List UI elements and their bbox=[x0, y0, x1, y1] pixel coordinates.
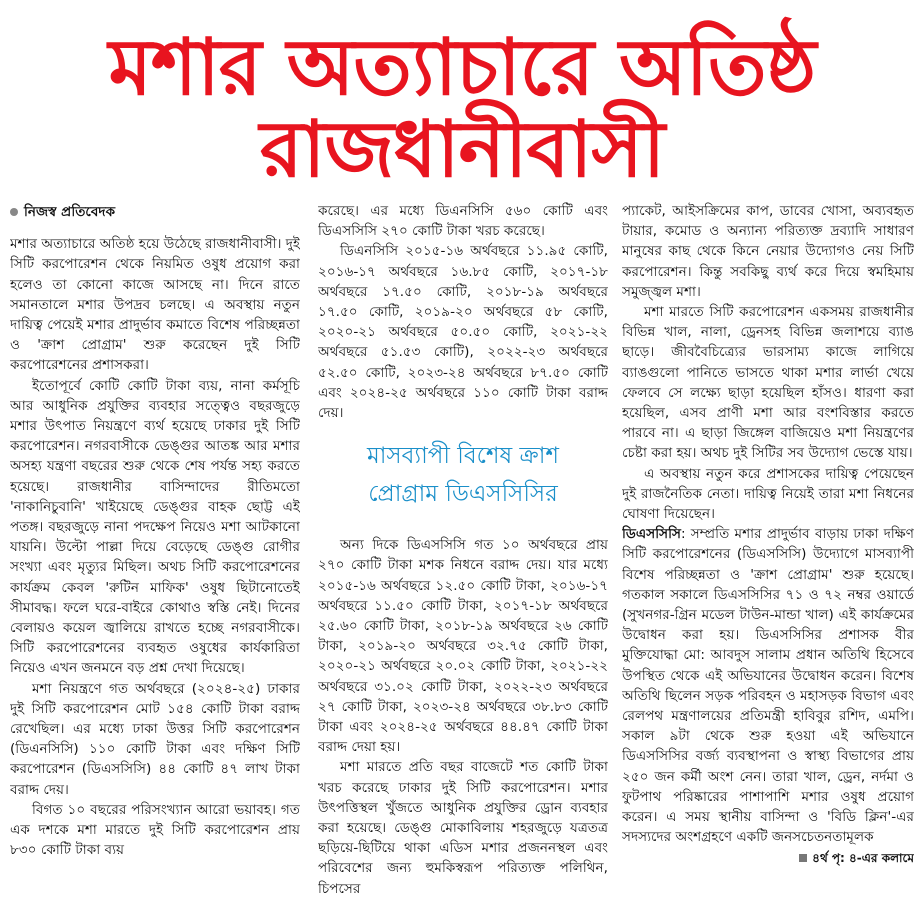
section-lead: ডিএসসিসি bbox=[622, 526, 681, 543]
paragraph: করেছে। এর মধ্যে ডিএনসিসি ৫৬০ কোটি এবং ডিএসসিসি ২৭০ কোটি টাকা খরচ করেছে। bbox=[318, 203, 608, 240]
continued-text: ৪র্থ পৃ: ৪-এর কলামে bbox=[812, 850, 914, 865]
continued-note bbox=[622, 848, 914, 868]
paragraph: বিগত ১০ বছরের পরিসংখ্যান আরো ভয়াবহ। গত এক দশকে মশা মারতে দুই সিটি করপোরেশন প্রায় ৮৩০ কোটি টাকা ব্যয় bbox=[10, 801, 300, 859]
headline-line-2: রাজধানীবাসী bbox=[259, 105, 665, 195]
square-bullet-icon bbox=[799, 854, 807, 862]
paragraph: ইতোপূর্বে কোটি কোটি টাকা ব্যয়, নানা কর্মসূচি আর আধুনিক প্রযুক্তির ব্যবহার সত্ত্বেও বছরজুড়ে মশার উৎপাত নিয়ন্ত্রণে ব্যর্থ হয়েছে ঢাকার দুই সিটি করপোরেশন। নগরবাসীকে ডেঙ্গুর আতঙ্ক আর মশার অসহ্য যন্ত্রণা বছরের শুরু থেকে শেষ পর্যন্ত সহ্য করতে হয়েছে। রাজধানীর বাসিন্দাদের রীতিমতো 'নাকানিচুবানি' খাইয়েছে ডেঙ্গুর বাহক ছোট্ট এই পতঙ্গ। বছরজুড়ে নানা পদক্ষেপ নিয়েও মশা আটকানো যায়নি। উল্টো পাল্লা দিয়ে বেড়েছে ডেঙ্গু রোগীর সংখ্যা এবং মৃত্যুর মিছিল। অথচ সিটি করপোরেশনের কার্যক্রম কেবল 'রুটিন মাফিক' ওষুধ ছিটানোতেই সীমাবদ্ধ। ফলে ঘরে-বাইরে কোথাও স্বস্তি নেই। দিনের বেলায়ও কয়েল জ্বালিয়ে রাখতে হচ্ছে নগরবাসীকে। সিটি করপোরেশনের ব্যবহৃত ওষুধের কার্যকারিতা নিয়েও এখন জনমনে বড় প্রশ্ন দেখা দিয়েছে। bbox=[10, 377, 300, 677]
article-column-3 bbox=[622, 201, 914, 905]
paragraph: মশা নিয়ন্ত্রণে গত অর্থবছরে (২০২৪-২৫) ঢাকার দুই সিটি করপোরেশন মোট ১৫৪ কোটি টাকা বরাদ্দ রেখেছিল। এর মধ্যে ঢাকা উত্তর সিটি করপোরেশন (ডিএনসিসি) ১১০ কোটি টাকা এবং দক্ষিণ সিটি করপোরেশন (ডিএসসিসি) ৪৪ কোটি ৪৭ লাখ টাকা বরাদ্দ দেয়। bbox=[10, 680, 300, 798]
subheading bbox=[318, 437, 608, 513]
paragraph: এ অবস্থায় নতুন করে প্রশাসকের দায়িত্ব পেয়েছেন দুই রাজনৈতিক নেতা। দায়িত্ব নিয়েই তারা মশা নিধনের ঘোষণা দিয়েছেন। bbox=[622, 465, 914, 523]
subheading-line-2: প্রোগ্রাম ডিএসসিসির bbox=[368, 481, 558, 508]
subheading-line-1: মাসব্যাপী বিশেষ ক্রাশ bbox=[366, 443, 559, 470]
paragraph: মশা মারতে প্রতি বছর বাজেটে শত কোটি টাকা খরচ করেছে ঢাকার দুই সিটি করপোরেশন। মশার উৎপত্তিস্থল খুঁজতে আধুনিক প্রযুক্তির ড্রোন ব্যবহার করা হয়েছে। ডেঙ্গু মোকাবিলায় শহরজুড়ে যত্রতত্র ছড়িয়ে-ছিটিয়ে থাকা এডিস মশার প্রজননস্থল এবং পরিবেশের জন্য হুমকিস্বরূপ পরিত্যক্ত পলিথিন, চিপসের bbox=[318, 759, 608, 897]
paragraph: মশা মারতে সিটি করপোরেশন একসময় রাজধানীর বিভিন্ন খাল, নালা, ড্রেনসহ বিভিন্ন জলাশয়ে ব্যাঙ ছাড়ে। জীববৈচিত্র্যের ভারসাম্য কাজে লাগিয়ে ব্যাঙগুলো পানিতে ভাসতে থাকা মশার লার্ভা খেয়ে ফেলবে সে লক্ষ্যে ছাড়া হয়েছিল হাঁসও। ধারণা করা হয়েছিল, এসব প্রাণী মশা আর বংশবিস্তার করতে পারবে না। এ ছাড়া জিঙ্গেল বাজিয়েও মশা নিয়ন্ত্রণের চেষ্টা করা হয়। অথচ দুই সিটির সব উদ্যোগ ভেস্তে যায়। bbox=[622, 304, 914, 462]
article-column-1 bbox=[10, 198, 300, 902]
paragraph-text: : সম্প্রতি মশার প্রাদুর্ভাব বাড়ায় ঢাকা দক্ষিণ সিটি করপোরেশনের (ডিএসসিসি) উদ্যোগে মাসব্যাপী বিশেষ পরিচ্ছন্নতা ও 'ক্রাশ প্রোগ্রাম' শুরু হয়েছে। গতকাল সকালে ডিএসসিসির ৭১ ও ৭২ নম্বর ওয়ার্ডে (সুখনগর-গ্রিন মডেল টাউন-মান্ডা খাল) এই কার্যক্রমের উদ্বোধন করা হয়। ডিএসসিসির প্রশাসক বীর মুক্তিযোদ্ধা মো: আবদুস সালাম প্রধান অতিথি হিসেবে উপস্থিত থেকে এই অভিযানের উদ্বোধন করেন। বিশেষ অতিথি ছিলেন সড়ক পরিবহন ও মহাসড়ক বিভাগ এবং রেলপথ মন্ত্রণালয়ের প্রতিমন্ত্রী হাবিবুর রশিদ, এমপি। সকাল ৯টা থেকে শুরু হওয়া এই অভিযানে ডিএসসিসির বর্জ্য ব্যবস্থাপনা ও স্বাস্থ্য বিভাগের প্রায় ২৫০ জন কর্মী অংশ নেন। তারা খাল, ড্রেন, নর্দমা ও ফুটপাথ পরিষ্কারের পাশাপাশি মশার ওষুধ প্রয়োগ করেন। এ সময় স্থানীয় বাসিন্দা ও 'বিডি ক্লিন'-এর সদস্যদের অংশগ্রহণে একটি জনসচেতনতামূলক bbox=[622, 526, 914, 846]
paragraph: ডিএনসিসি ২০১৫-১৬ অর্থবছরে ১১.৯৫ কোটি, ২০১৬-১৭ অর্থবছরে ১৬.৮৫ কোটি, ২০১৭-১৮ অর্থবছরে ১৭.৫০ কোটি, ২০১৮-১৯ অর্থবছরে ১৭.৫০ কোটি, ২০১৯-২০ অর্থবছরে ৫৮ কোটি, ২০২০-২১ অর্থবছরে ৫০.৫০ কোটি, ২০২১-২২ অর্থবছরে ৫১.৫৩ কোটি), ২০২২-২৩ অর্থবছরে ৫২.৫০ কোটি, ২০২৩-২৪ অর্থবছরে ৮৭.৫০ কোটি এবং ২০২৪-২৫ অর্থবছরে ১১০ কোটি টাকা বরাদ্দ দেয়। bbox=[318, 243, 608, 422]
paragraph: প্যাকেট, আইসক্রিমের কাপ, ডাবের খোসা, অব্যবহৃত টায়ার, কমোড ও অন্যান্য পরিত্যক্ত দ্রব্যাদি সাধারণ মানুষের কাছ থেকে কিনে নেয়ার উদ্যোগও নেয় সিটি করপোরেশন। কিন্তু সবকিছু ব্যর্থ করে দিয়ে স্বমহিমায় সমুজ্জ্বল মশা। bbox=[622, 203, 914, 300]
byline bbox=[10, 202, 300, 222]
headline-line-1: মশার অত্যাচারে অতিষ্ঠ bbox=[108, 23, 816, 113]
byline-text: নিজস্ব প্রতিবেদক bbox=[24, 204, 116, 220]
paragraph: অন্য দিকে ডিএসসিসি গত ১০ অর্থবছরে প্রায় ২৭০ কোটি টাকা মশক নিধনে বরাদ্দ দেয়। যার মধ্যে ২০১৫-১৬ অর্থবছরে ১২.৫০ কোটি টাকা, ২০১৬-১৭ অর্থবছরে ১১.৫০ কোটি টাকা, ২০১৭-১৮ অর্থবছরে ২৫.৬০ কোটি টাকা, ২০১৮-১৯ অর্থবছরে ২৬ কোটি টাকা, ২০১৯-২০ অর্থবছরে ৩২.৭৫ কোটি টাকা, ২০২০-২১ অর্থবছরে ২০.০২ কোটি টাকা, ২০২১-২২ অর্থবছরে ৩১.০২ কোটি টাকা, ২০২২-২৩ অর্থবছরে ২৭ কোটি টাকা, ২০২৩-২৪ অর্থবছরে ৩৮.৮৩ কোটি টাকা এবং ২০২৪-২৫ অর্থবছরে ৪৪.৪৭ কোটি টাকা বরাদ্দ দেয়া হয়। bbox=[318, 537, 608, 756]
article-column-2 bbox=[318, 201, 608, 905]
paragraph: মশার অত্যাচারে অতিষ্ঠ হয়ে উঠেছে রাজধানীবাসী। দুই সিটি করপোরেশন থেকে নিয়মিত ওষুধ প্রয়োগ করা হলেও তা কোনো কাজে আসছে না। দিনে রাতে সমানতালে মশার উপদ্রব চলছে। এ অবস্থায় নতুন দায়িত্ব পেয়েই মশার প্রাদুর্ভাব কমাতে বিশেষ পরিচ্ছন্নতা ও 'ক্রাশ প্রোগ্রাম' শুরু করেছেন দুই সিটি করপোরেশনের প্রশাসকরা। bbox=[10, 236, 300, 374]
bullet-icon bbox=[10, 208, 18, 216]
paragraph bbox=[622, 524, 914, 847]
